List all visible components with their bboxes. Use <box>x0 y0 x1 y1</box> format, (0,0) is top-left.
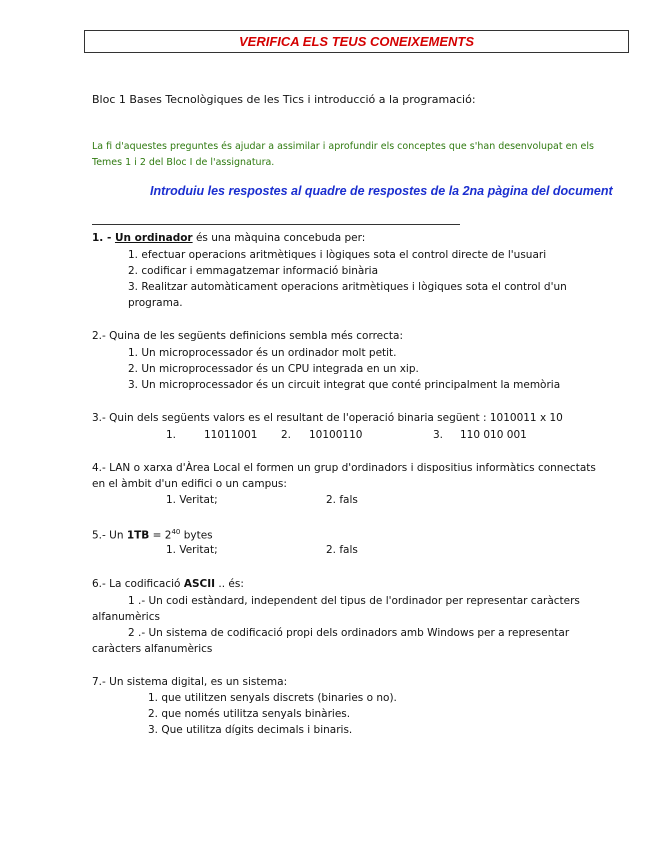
q2-option-3: 3. Un microprocessador és un circuit integrat que conté principalment la memòria <box>128 379 561 391</box>
q5-suffix: bytes <box>180 529 213 542</box>
question-7: 7.- Un sistema digital, es un sistema: <box>92 676 288 688</box>
q1-number: 1. - <box>92 232 115 244</box>
question-1 <box>92 232 365 244</box>
q5-term: 1TB <box>126 529 150 542</box>
q3-option-1-number: 1. <box>166 429 177 441</box>
q6-option-1: 1 .- Un codi estàndard, independent del tipus de l'ordinador per representar caràcters <box>128 595 580 607</box>
q2-option-2: 2. Un microprocessador és un CPU integrada en un xip. <box>128 363 419 375</box>
q7-option-2: 2. que només utilitza senyals binàries. <box>148 708 351 720</box>
question-5 <box>92 528 213 542</box>
q6-option-1-cont: alfanumèrics <box>92 611 160 623</box>
q5-option-1: 1. Veritat; <box>166 544 218 556</box>
q1-option-1: 1. efectuar operacions aritmètiques i lògiques sota el control directe de l'usuari <box>128 249 547 261</box>
question-4-line2: en el àmbit d'un edifici o un campus: <box>92 478 287 490</box>
divider <box>92 224 460 225</box>
q6-term: ASCII <box>183 578 216 590</box>
intro-text-line2: Temes 1 i 2 del Bloc I de l'assignatura. <box>92 157 275 168</box>
q5-option-2: 2. fals <box>326 544 358 556</box>
q4-option-2: 2. fals <box>326 494 358 506</box>
q3-option-3-value: 110 010 001 <box>460 429 527 441</box>
q1-option-3-cont: programa. <box>128 297 183 309</box>
instruction: Introduiu les respostes al quadre de respostes de la 2na pàgina del document <box>150 184 613 198</box>
question-6 <box>92 578 244 590</box>
q6-suffix: .. és: <box>215 578 244 590</box>
q3-option-1-value: 11011001 <box>204 429 258 441</box>
q4-option-1: 1. Veritat; <box>166 494 218 506</box>
q5-middle: = 2 <box>149 529 172 542</box>
q3-option-3-number: 3. <box>433 429 444 441</box>
q7-option-3: 3. Que utilitza dígits decimals i binaris. <box>148 724 353 736</box>
q2-option-1: 1. Un microprocessador és un ordinador molt petit. <box>128 347 397 359</box>
intro-text-line1: La fi d'aquestes preguntes és ajudar a assimilar i aprofundir els conceptes que s'han desenvolupat en els <box>92 141 594 152</box>
q6-option-2-cont: caràcters alfanumèrics <box>92 643 213 655</box>
page-title: VERIFICA ELS TEUS CONEIXEMENTS <box>239 34 474 49</box>
q1-rest: és una màquina concebuda per: <box>192 232 366 244</box>
question-4-line1: 4.- LAN o xarxa d'Àrea Local el formen un grup d'ordinadors i dispositius informàtics connectats <box>92 462 596 474</box>
q6-option-2: 2 .- Un sistema de codificació propi dels ordinadors amb Windows per a representar <box>128 627 570 639</box>
q7-option-1: 1. que utilitzen senyals discrets (binaries o no). <box>148 692 397 704</box>
q5-exponent: 40 <box>171 528 181 536</box>
q1-option-2: 2. codificar i emmagatzemar informació binària <box>128 265 379 277</box>
q5-prefix: 5.- Un <box>92 529 127 542</box>
question-2: 2.- Quina de les següents definicions sembla més correcta: <box>92 330 403 342</box>
q3-option-2-number: 2. <box>281 429 292 441</box>
question-3: 3.- Quin dels següents valors es el resultant de l'operació binaria següent : 1010011 x 10 <box>92 412 563 424</box>
q3-option-2-value: 10100110 <box>309 429 363 441</box>
block-subtitle: Bloc 1 Bases Tecnològiques de les Tics i introducció a la programació: <box>92 93 476 106</box>
q1-option-3: 3. Realitzar automàticament operacions aritmètiques i lògiques sota el control d'un <box>128 281 567 293</box>
q6-prefix: 6.- La codificació <box>92 578 184 590</box>
q1-term: Un ordinador <box>114 232 193 244</box>
